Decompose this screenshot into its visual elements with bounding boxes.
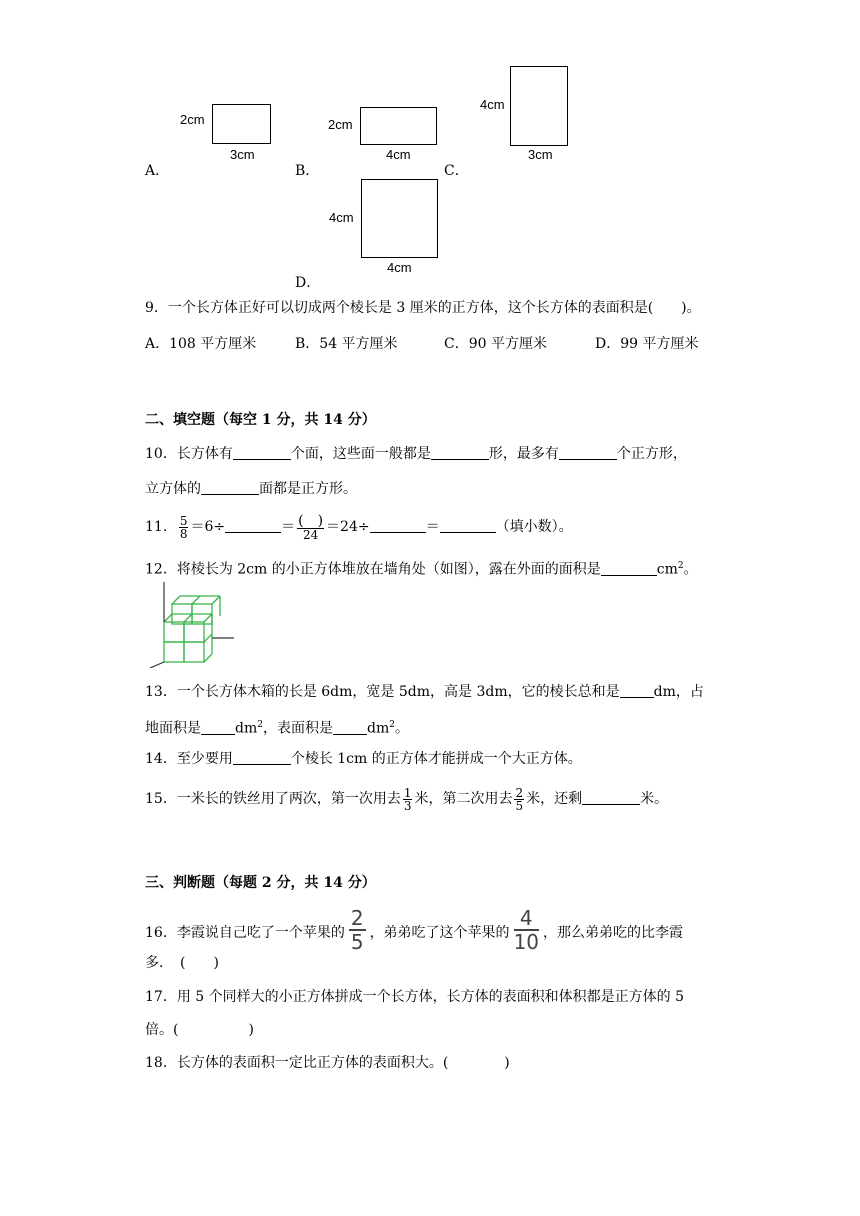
q13-line-2: 地面积是 $dm^2$，表面积是 $dm^2$。 [145,720,409,737]
answer-blank[interactable] [559,445,617,460]
option-letter: C． [444,163,469,179]
q14-question: 14．至少要用 个棱长 1cm 的正方体才能拼成一个大正方体。 [145,751,582,767]
height-label: 2cm [328,117,353,132]
section-2-title: 二、填空题（每空 1 分，共 14 分） [145,412,376,428]
q15-question: 15．一米长的铁丝用了两次，第一次用去 $\frac{1}{3}$ 米，第二次用去 $\frac{2}{5}$ 米，还剩 米。 [145,785,669,813]
section-3-title: 三、判断题（每题 2 分，共 14 分） [145,875,376,891]
answer-blank[interactable] [601,561,657,576]
q10-line-1: 10．长方体有 个面，这些面一般都是 形，最多有 个正方形， [145,446,687,462]
q16-line-2[interactable]: 多． ( ) [145,955,219,971]
answer-blank[interactable] [620,683,654,698]
q13-line-1: 13．一个长方体木箱的长是 6dm，宽是 5dm，高是 3dm，它的棱长总和是 dm，占 [145,684,704,700]
fraction: $\frac{4}{10}$ [513,906,540,954]
fraction: $\frac{2}{5}$ [515,785,524,813]
q18-question[interactable]: 18．长方体的表面积一定比正方体的表面积大。( ) [145,1055,510,1071]
option-letter: D． [295,275,321,291]
rectangle-a [212,104,271,144]
fraction: $\frac{1}{3}$ [403,785,412,813]
q9-option-a[interactable]: A．108 平方厘米 [145,336,257,352]
answer-blank[interactable] [225,518,281,533]
answer-blank[interactable] [440,518,496,533]
fraction: $\frac{2}{5}$ [350,906,364,954]
answer-blank[interactable] [233,750,291,765]
rectangle-d [361,179,438,258]
stacked-cubes-figure [144,582,244,668]
width-label: 4cm [386,147,411,162]
width-label: 3cm [528,147,553,162]
answer-blank[interactable] [201,720,235,735]
answer-blank[interactable] [582,790,640,805]
q11-question: 11． $\frac{5}{8}$ ＝6÷ ＝ $\frac{( )}{24}$ ＝24÷ ＝ （填小数）。 [145,512,573,542]
width-label: 4cm [387,260,412,275]
rectangle-b [360,107,437,145]
height-label: 4cm [329,210,354,225]
q17-line-1: 17．用 5 个同样大的小正方体拼成一个长方体，长方体的表面积和体积都是正方体的 5 [145,989,684,1005]
q10-line-2: 立方体的 面都是正方形。 [145,481,357,497]
fraction: $\frac{5}{8}$ [179,513,188,541]
q12-question: 12．将棱长为 2cm 的小正方体堆放在墙角处（如图），露在外面的面积是 $cm^2$。 [145,561,698,578]
fraction-blank[interactable]: $\frac{( )}{24}$ [298,512,324,542]
option-letter: B． [295,163,320,179]
q9-option-d[interactable]: D．99 平方厘米 [595,336,699,352]
q16-line-1: 16．李霞说自己吃了一个苹果的 $\frac{2}{5}$ ，弟弟吃了这个苹果的 $\frac{4}{10}$ ，那么弟弟吃的比李霞 [145,906,684,954]
option-letter: A． [145,163,170,179]
answer-blank[interactable] [333,720,367,735]
answer-blank[interactable] [233,445,291,460]
q17-line-2[interactable]: 倍。( ) [145,1022,254,1038]
answer-blank[interactable] [201,480,259,495]
answer-blank[interactable] [431,445,489,460]
answer-blank[interactable] [370,518,426,533]
height-label: 4cm [480,97,505,112]
width-label: 3cm [230,147,255,162]
height-label: 2cm [180,112,205,127]
q9-option-c[interactable]: C．90 平方厘米 [444,336,547,352]
q9-question: 9．一个长方体正好可以切成两个棱长是 3 厘米的正方体，这个长方体的表面积是( )。 [145,300,701,316]
rectangle-c [510,66,568,146]
q9-option-b[interactable]: B．54 平方厘米 [295,336,398,352]
